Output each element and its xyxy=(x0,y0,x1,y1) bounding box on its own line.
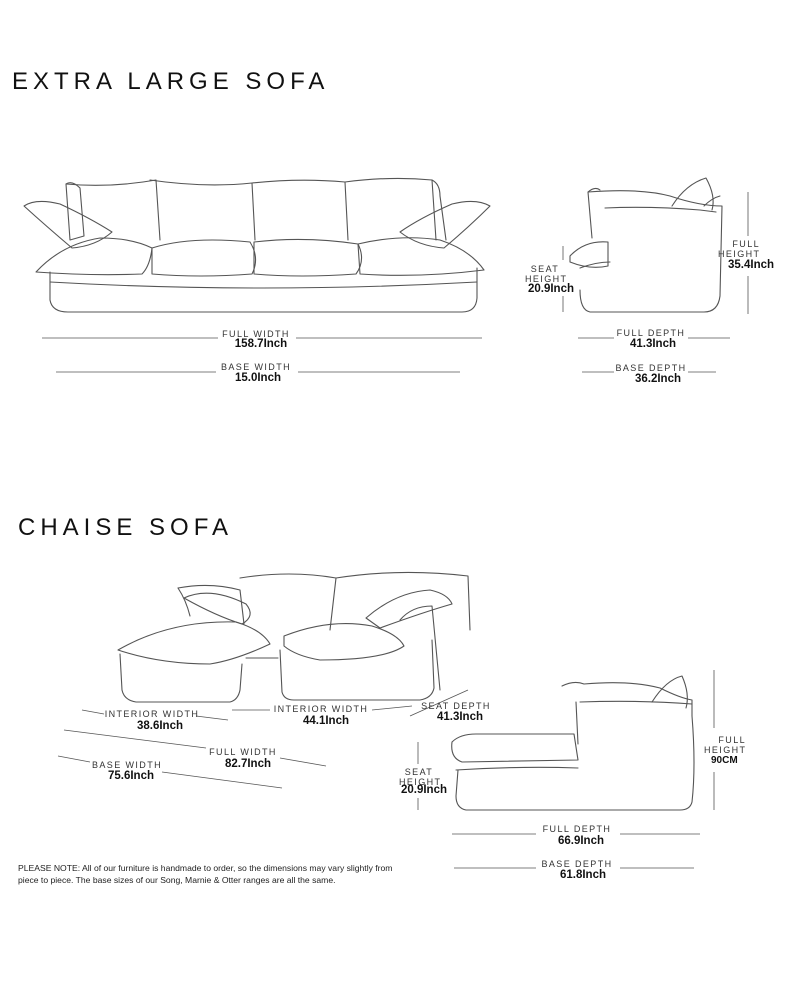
xl-full-width-value: 158.7Inch xyxy=(234,338,288,350)
handmade-disclaimer-note: PLEASE NOTE: All of our furniture is handmade to order, so the dimensions may vary slightly from piece to piece. The base sizes of our Song, Marnie & Otter ranges are all the same. xyxy=(18,863,393,885)
chaise-base-depth-value: 61.8Inch xyxy=(559,869,607,881)
xl-full-height-value: 35.4Inch xyxy=(728,259,775,271)
chaise-interior-width-1-value: 38.6Inch xyxy=(136,720,184,732)
xl-base-width-value: 15.0Inch xyxy=(234,372,282,384)
xl-base-depth-value: 36.2Inch xyxy=(634,373,682,385)
chaise-interior-width-1-label: INTERIOR WIDTH xyxy=(104,709,200,719)
chaise-base-width-value: 75.6Inch xyxy=(107,770,155,782)
chaise-full-height-label: FULL HEIGHT xyxy=(704,735,747,755)
xl-full-height-label: FULL HEIGHT xyxy=(718,239,761,259)
xl-seat-height-value: 20.9Inch xyxy=(527,283,575,295)
chaise-full-depth-label: FULL DEPTH xyxy=(542,824,612,834)
xl-full-depth-value: 41.3Inch xyxy=(629,338,677,350)
chaise-interior-width-1-line-right xyxy=(196,716,228,720)
chaise-base-width-label: BASE WIDTH xyxy=(91,760,163,770)
chaise-side-drawing xyxy=(452,676,694,810)
chaise-seat-height-value: 20.9Inch xyxy=(400,784,448,796)
chaise-full-width-value: 82.7Inch xyxy=(224,758,272,770)
chaise-sofa-title: CHAISE SOFA xyxy=(18,514,234,541)
xl-sofa-side-drawing xyxy=(570,178,722,312)
chaise-full-width-label: FULL WIDTH xyxy=(209,747,277,757)
chaise-full-width-line-right xyxy=(280,758,326,766)
chaise-base-depth-label: BASE DEPTH xyxy=(541,859,613,869)
chaise-interior-width-2-line-right xyxy=(372,706,412,710)
xl-seat-height-label: SEAT HEIGHT xyxy=(525,264,568,284)
xl-sofa-title: EXTRA LARGE SOFA xyxy=(12,68,330,95)
chaise-seat-depth-label: SEAT DEPTH xyxy=(421,701,491,711)
chaise-base-width-line-right xyxy=(162,772,282,788)
chaise-full-width-line-left xyxy=(64,730,206,748)
chaise-interior-width-1-line-left xyxy=(82,710,104,714)
xl-sofa-front-drawing xyxy=(24,178,490,312)
chaise-interior-width-2-value: 44.1Inch xyxy=(302,715,350,727)
xl-full-width-label: FULL WIDTH xyxy=(222,329,290,339)
xl-base-depth-label: BASE DEPTH xyxy=(615,363,687,373)
chaise-full-depth-value: 66.9Inch xyxy=(557,835,605,847)
chaise-seat-depth-value: 41.3Inch xyxy=(436,711,484,723)
xl-full-depth-label: FULL DEPTH xyxy=(616,328,686,338)
chaise-sofa-drawing xyxy=(118,572,470,702)
xl-base-width-label: BASE WIDTH xyxy=(220,362,292,372)
chaise-seat-height-label: SEAT HEIGHT xyxy=(399,767,442,787)
chaise-base-width-line-left xyxy=(58,756,90,762)
chaise-full-height-value: 90CM xyxy=(711,755,738,766)
chaise-interior-width-2-label: INTERIOR WIDTH xyxy=(273,704,369,714)
